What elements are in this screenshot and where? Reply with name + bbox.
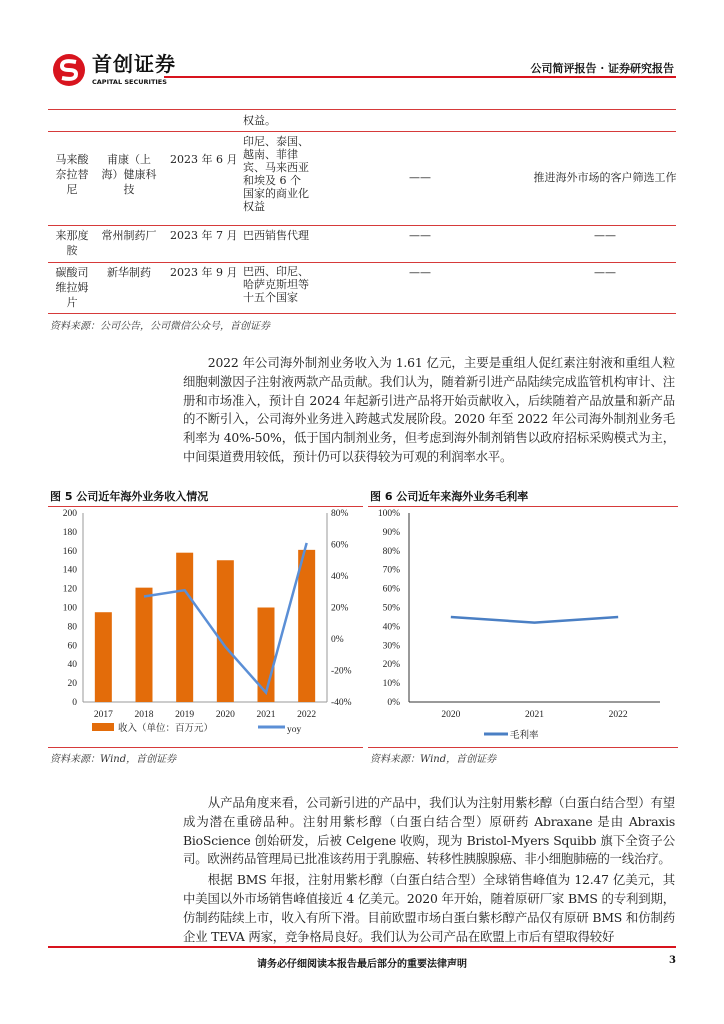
y-tick-label: 40 [67,660,77,671]
y-tick-label: 20 [67,679,77,690]
bar [298,550,315,702]
chart-source: 资料来源：Wind，首创证券 [370,754,497,765]
legend-label: yoy [287,725,302,735]
bar [176,553,193,702]
row-divider [48,262,676,263]
chart-source: 资料来源：Wind，首创证券 [50,754,177,765]
logo-en: CAPITAL SECURITIES [92,78,167,86]
footer-rule [48,946,676,948]
x-tick-label: 2019 [175,710,195,720]
table-cell: 巴西、印尼、哈萨克斯坦等十五个国家 [243,265,309,304]
x-tick-label: 2017 [93,710,113,720]
y-tick-label: 120 [62,584,77,595]
x-tick-label: 2018 [134,710,154,720]
page-number: 3 [669,955,676,966]
header-rule [164,76,676,78]
y-tick-label: 50% [382,603,400,614]
table-cell: 推进海外市场的客户筛选工作 [533,171,677,184]
y-tick-label: 100 [62,603,77,614]
bar [136,588,153,702]
chart-title: 图 5 公司近年海外业务收入情况 [50,490,209,503]
logo-cn: 首创证券 [92,52,176,76]
table-cell: 甫康（上海）健康科技 [101,153,157,196]
y-tick-label: 80 [67,622,77,633]
table-cell: 2023 年 9 月 [170,266,238,279]
x-tick-label: 2020 [215,710,235,720]
logo [52,52,182,88]
text-block [183,794,675,946]
table-cell: —— [409,266,431,279]
table-cell: 权益。 [243,114,276,127]
table-cell: 印尼、泰国、越南、菲律宾、马来西亚和埃及 6 个国家的商业化权益 [243,135,309,213]
table-cell: 碳酸司维拉姆片 [55,266,89,309]
paragraph: 从产品角度来看，公司新引进的产品中，我们认为注射用紫杉醇（白蛋白结合型）有望成为潜在重磅品种。注射用紫杉醇（白蛋白结合型）原研药 Abraxane 是由 Abraxis BioScience 创始研发，后被 Celgene 收购，现为 Bristol-Myers Squibb 旗下全资子公司。欧洲药品管理局已批准该药用于乳腺癌、转移性胰腺腺癌、非小细胞肺癌的一线治疗。 [183,795,675,867]
y-tick-label: 60 [67,641,77,652]
y2-tick-label: -40% [331,698,352,708]
y2-tick-label: 40% [331,572,349,582]
paragraph: 根据 BMS 年报，注射用紫杉醇（白蛋白结合型）全球销售峰值为 12.47 亿美元，其中美国以外市场销售峰值接近 4 亿美元。2020 年开始，随着原研厂家 BMS 的专利到期，仿制药陆续上市，收入有所下滑。目前欧盟市场白蛋白紫杉醇产品仅有原研 BMS 和仿制药企业 TEVA 两家，竞争格局良好。我们认为公司产品在欧盟上市后有望取得较好 [183,872,675,944]
table-cell: 来那度胺 [55,229,89,257]
report-type: 公司简评报告 · 证券研究报告 [530,62,674,75]
y-tick-label: 0% [387,698,400,708]
table-cell: —— [594,229,616,242]
y2-tick-label: 0% [331,635,344,645]
x-tick-label: 2021 [525,710,544,720]
row-divider [48,109,676,110]
y-tick-label: 200 [62,509,77,519]
y-tick-label: 60% [382,584,400,595]
y-tick-label: 0 [72,698,77,708]
legend-label: 收入（单位：百万元） [118,724,214,734]
table-cell: —— [594,266,616,279]
paragraph: 2022 年公司海外制剂业务收入为 1.61 亿元，主要是重组人促红素注射液和重组人粒细胞刺激因子注射液两款产品贡献。我们认为，随着新引进产品陆续完成监管机构审计、注册和市场准入，预计自 2024 年起新引进产品将开始贡献收入，后续随着产品放量和新产品的不断引入，公司海外业务进入跨越式发展阶段。2020 年至 2022 年公司海外制剂业务毛利率为 40%-50%，低于国内制剂业务，但考虑到海外制剂销售以政府招标采购模式为主，中间渠道费用较低，预计仍可以获得较为可观的利润率水平。 [183,355,675,464]
x-tick-label: 2022 [608,710,628,720]
y-tick-label: 160 [62,546,77,557]
table-cell: 2023 年 6 月 [170,153,238,166]
table-cell: 2023 年 7 月 [170,229,238,242]
y-tick-label: 10% [382,679,400,690]
y-tick-label: 40% [382,622,400,633]
y-tick-label: 80% [382,546,400,557]
x-tick-label: 2022 [297,710,317,720]
y2-tick-label: 20% [331,603,349,614]
table-cell: —— [409,229,431,242]
row-divider [48,225,676,226]
bar [95,612,112,702]
legend-label: 毛利率 [510,731,539,741]
y2-tick-label: 80% [331,509,349,519]
margin-chart [360,505,680,745]
footer-disclaimer: 请务必仔细阅读本报告最后部分的重要法律声明 [257,959,467,970]
x-tick-label: 2020 [441,710,461,720]
y-tick-label: 100% [377,509,400,519]
bar [217,560,234,702]
row-divider [48,131,676,132]
y-tick-label: 70% [382,565,400,576]
table-cell: —— [409,171,431,184]
table-cell: 马来酸奈拉替尼 [55,153,89,196]
margin-line [451,617,618,623]
row-divider [48,313,676,314]
table-source: 资料来源：公司公告，公司微信公众号，首创证券 [50,321,270,332]
table-cell: 巴西销售代理 [243,229,309,242]
chart-title: 图 6 公司近年来海外业务毛利率 [370,490,529,503]
y-tick-label: 30% [382,641,400,652]
y2-tick-label: -20% [331,666,352,677]
y-tick-label: 90% [382,527,400,538]
table-cell: 新华制药 [107,266,151,279]
logo-icon [52,53,86,87]
text-block [183,354,675,467]
table-cell: 常州制药厂 [101,229,157,242]
y-tick-label: 20% [382,660,400,671]
x-tick-label: 2021 [256,710,276,720]
revenue-chart [40,505,365,745]
chart-source-rule [48,747,363,748]
y2-tick-label: 60% [331,540,349,551]
y-tick-label: 180 [62,527,77,538]
y-tick-label: 140 [62,565,77,576]
chart-source-rule [368,747,678,748]
legend-swatch [92,723,114,731]
